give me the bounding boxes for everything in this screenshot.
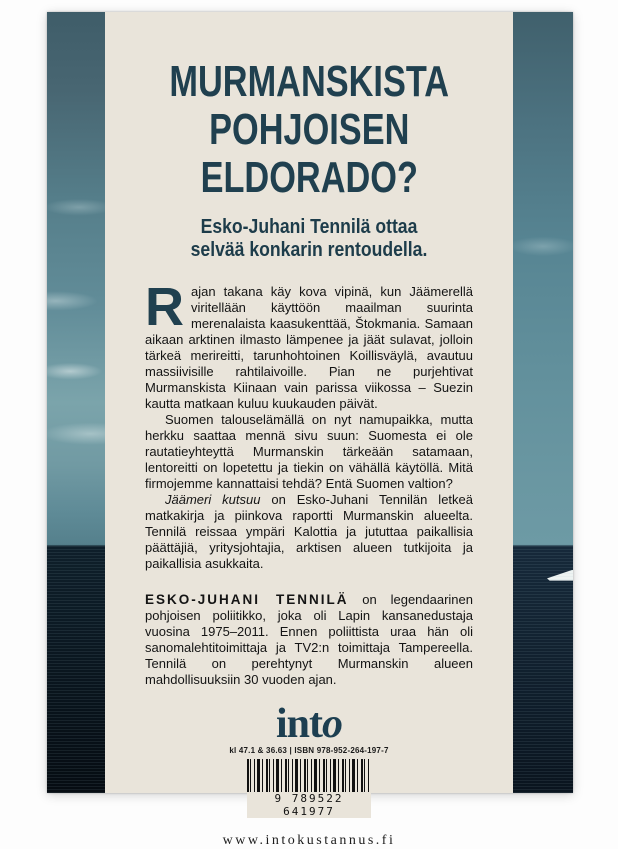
blurb-paragraph-3 bbox=[145, 492, 473, 572]
barcode bbox=[247, 759, 371, 820]
author-bio-text: on legendaarinen pohjoisen poliitikko, joka oli Lapin kansanedustaja vuosina 1975–2011. Ennen poliittista uraa hän oli sanomalehtitoimittaja ja TV2:n toimittaja Tampereella. Tennilä on perehtynyt Murmanskin alueen mahdollisuuksiin 30 vuoden ajan. bbox=[145, 592, 474, 687]
blurb-text bbox=[145, 277, 473, 572]
publisher-logo-prefix: int bbox=[275, 701, 322, 747]
book-title-italic: Jäämeri kutsuu bbox=[165, 492, 261, 507]
drop-cap: R bbox=[145, 277, 184, 337]
book-back-cover bbox=[47, 12, 573, 848]
cover-title-line-2: POHJOISEN bbox=[208, 105, 410, 154]
cover-text-panel bbox=[105, 12, 513, 848]
iceberg-shape bbox=[547, 570, 573, 581]
blurb-paragraph-2: Suomen talouselämällä on nyt namupaikka, mutta herkku saattaa mennä sivu suun: Suomesta ei ole rautatieyhteyttä Murmanskin tärkeään satamaan, lentoreitti on lopetettu ja tiekin on vähällä käytöllä. Mitä firmojemme kannattaisi tehdä? Entä Suomen valtion? bbox=[145, 412, 473, 491]
blurb-paragraph-3-text: on Esko-Juhani Tennilän letkeä matkakirja ja piinkova raportti Murmanskin alueelta. Tennilä reissaa ympäri Kalottia ja jututtaa paikallisia päättäjiä, yritysjohtajia, arktisen alueen tutkijoita ja paikallisia asukkaita. bbox=[145, 492, 473, 571]
classification-isbn-line: kl 47.1 & 36.63 | ISBN 978-952-264-197-7 bbox=[229, 746, 389, 755]
blurb-paragraph-1 bbox=[145, 277, 473, 412]
cover-subtitle: Esko-Juhani Tennilä ottaa selvää konkarin rentoudella. bbox=[190, 216, 428, 261]
sea-sky-photo-strip-right bbox=[513, 12, 573, 793]
author-bio bbox=[145, 592, 473, 688]
publisher-website-url: www.intokustannus.fi bbox=[222, 833, 396, 848]
sea-sky-photo-strip-left bbox=[47, 12, 105, 793]
blurb-paragraph-1-text: ajan takana käy kova vipinä, kun Jäämerellä viritellään käyttöön maailman suurinta merenalaista kaasukenttää, Štokmania. Samaan aikaan arktinen ilmasto lämpenee ja jäät sulavat, jolloin tärkeä merireitti, tarunhohtoinen Koillisväylä, avautuu massiivisille rahtilaivoille. Pian ne purjehtivat Murmanskista Kiinaan vain parissa viikossa – Suezin kautta matkaan kuluu kuukauden päivät. bbox=[145, 284, 473, 411]
cover-title-line-3: ELDORADO? bbox=[200, 153, 418, 202]
publisher-logo bbox=[275, 701, 342, 747]
cover-title-line-1: MURMANSKISTA bbox=[169, 57, 449, 106]
cover-title bbox=[169, 58, 449, 202]
barcode-digits: 9 789522 641977 bbox=[247, 792, 371, 818]
author-name: ESKO-JUHANI TENNILÄ bbox=[145, 592, 349, 607]
publisher-logo-o: o bbox=[322, 701, 342, 747]
